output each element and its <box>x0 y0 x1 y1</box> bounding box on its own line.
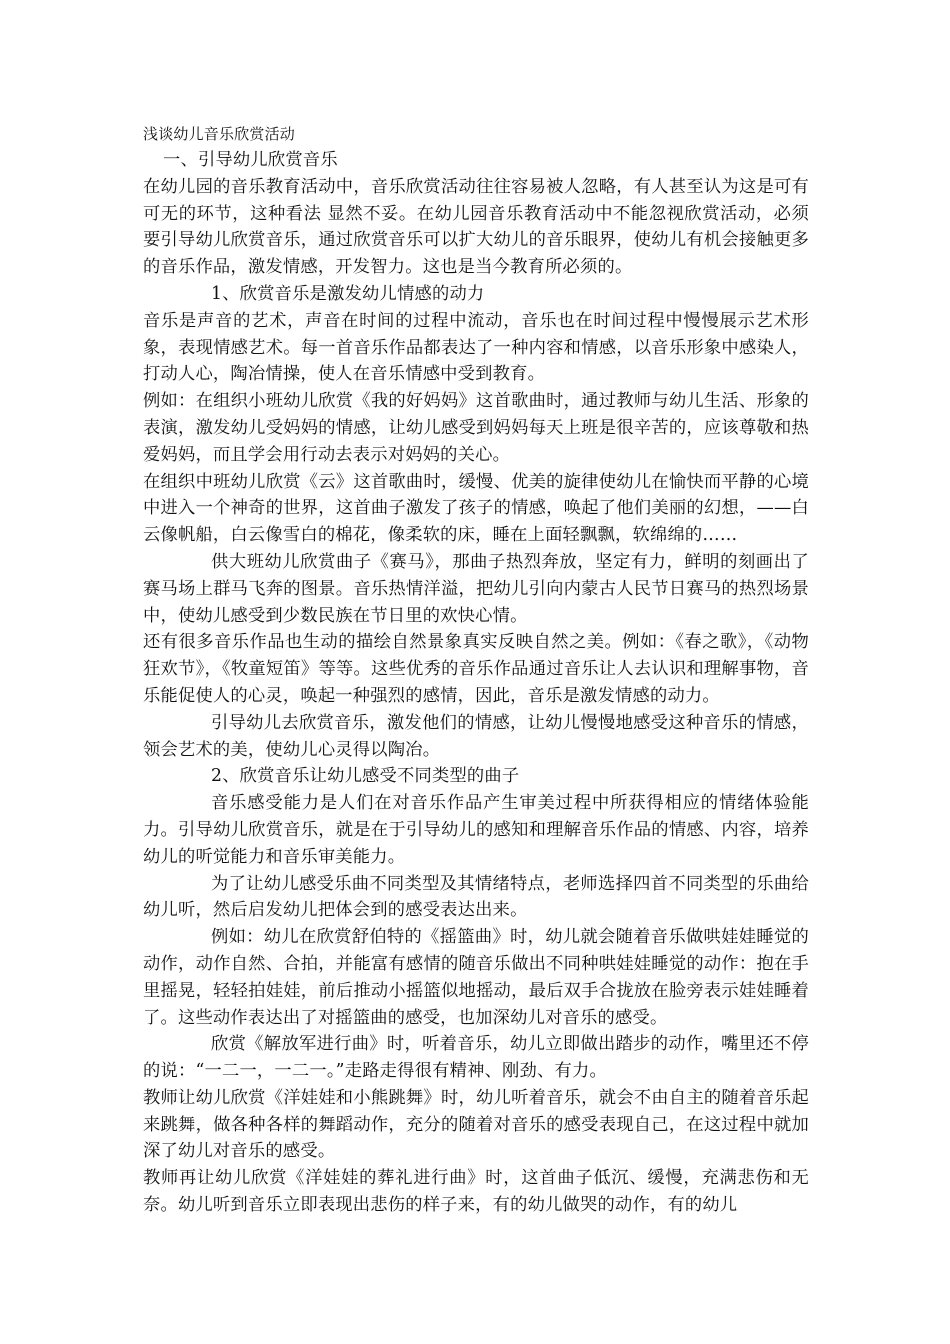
subsection-heading-2: 2、欣赏音乐让幼儿感受不同类型的曲子 <box>211 766 520 787</box>
paragraph: 教师再让幼儿欣赏《洋娃娃的葬礼进行曲》时，这首曲子低沉、缓慢，充满悲伤和无奈。幼儿听到音乐立即表现出悲伤的样子来，有的幼儿做哭的动作，有的幼儿 <box>143 1168 809 1216</box>
subsection-heading-1: 1、欣赏音乐是激发幼儿情感的动力 <box>211 283 485 304</box>
paragraph: 欣赏《解放军进行曲》时，听着音乐，幼儿立即做出踏步的动作，嘴里还不停的说：“一二一，一二一。”走路走得很有精神、刚劲、有力。 <box>143 1034 809 1082</box>
paragraph: 引导幼儿去欣赏音乐，激发他们的情感，让幼儿慢慢地感受这种音乐的情感，领会艺术的美，使幼儿心灵得以陶冶。 <box>143 712 809 760</box>
paragraph: 音乐是声音的艺术，声音在时间的过程中流动，音乐也在时间过程中慢慢展示艺术形象，表现情感艺术。每一首音乐作品都表达了一种内容和情感，以音乐形象中感染人，打动人心，陶冶情操，使人在音乐情感中受到教育。 <box>143 310 809 385</box>
paragraph: 供大班幼儿欣赏曲子《赛马》，那曲子热烈奔放，坚定有力，鲜明的刻画出了赛马场上群马飞奔的图景。音乐热情洋溢，把幼儿引向内蒙古人民节日赛马的热烈场景中，使幼儿感受到少数民族在节日里的欢快心情。 <box>143 551 809 626</box>
paragraph: 在组织中班幼儿欣赏《云》这首歌曲时，缓慢、优美的旋律使幼儿在愉快而平静的心境中进入一个神奇的世界，这首曲子激发了孩子的情感，唤起了他们美丽的幻想，——白云像帆船，白云像雪白的棉花，像柔软的床，睡在上面轻飘飘，软绵绵的…… <box>143 471 809 546</box>
document-title: 浅谈幼儿音乐欣赏活动 <box>143 125 296 143</box>
document-body <box>143 122 809 1219</box>
paragraph: 例如：在组织小班幼儿欣赏《我的好妈妈》这首歌曲时，通过教师与幼儿生活、形象的表演，激发幼儿受妈妈的情感，让幼儿感受到妈妈每天上班是很辛苦的，应该尊敬和热爱妈妈，而且学会用行动去表示对妈妈的关心。 <box>143 391 809 465</box>
paragraph: 例如：幼儿在欣赏舒伯特的《摇篮曲》时，幼儿就会随着音乐做哄娃娃睡觉的动作，动作自然、合拍，并能富有感情的随音乐做出不同种哄娃娃睡觉的动作：抱在手里摇晃，轻轻拍娃娃，前后推动小摇篮似地摇动，最后双手合拢放在脸旁表示娃娃睡着了。这些动作表达出了对摇篮曲的感受，也加深幼儿对音乐的感受。 <box>143 927 809 1028</box>
paragraph: 在幼儿园的音乐教育活动中，音乐欣赏活动往往容易被人忽略，有人甚至认为这是可有可无的环节，这种看法 显然不妥。在幼儿园音乐教育活动中不能忽视欣赏活动，必须要引导幼儿欣赏音乐，通过欣赏音乐可以扩大幼儿的音乐眼界，使幼儿有机会接触更多的音乐作品，激发情感，开发智力。这也是当今教育所必须的。 <box>143 176 809 278</box>
paragraph: 还有很多音乐作品也生动的描绘自然景象真实反映自然之美。例如：《春之歌》，《动物狂欢节》，《牧童短笛》等等。这些优秀的音乐作品通过音乐让人去认识和理解事物，音乐能促使人的心灵，唤起一种强烈的感情，因此，音乐是激发情感的动力。 <box>143 632 809 706</box>
paragraph: 为了让幼儿感受乐曲不同类型及其情绪特点，老师选择四首不同类型的乐曲给幼儿听，然后启发幼儿把体会到的感受表达出来。 <box>143 873 809 921</box>
paragraph: 音乐感受能力是人们在对音乐作品产生审美过程中所获得相应的情绪体验能力。引导幼儿欣赏音乐，就是在于引导幼儿的感知和理解音乐作品的情感、内容，培养幼儿的听觉能力和音乐审美能力。 <box>143 793 809 867</box>
paragraph: 教师让幼儿欣赏《洋娃娃和小熊跳舞》时，幼儿听着音乐，就会不由自主的随着音乐起来跳舞，做各种各样的舞蹈动作，充分的随着对音乐的感受表现自己，在这过程中就加深了幼儿对音乐的感受。 <box>143 1087 809 1162</box>
section-heading-1: 一、引导幼儿欣赏音乐 <box>163 150 338 170</box>
